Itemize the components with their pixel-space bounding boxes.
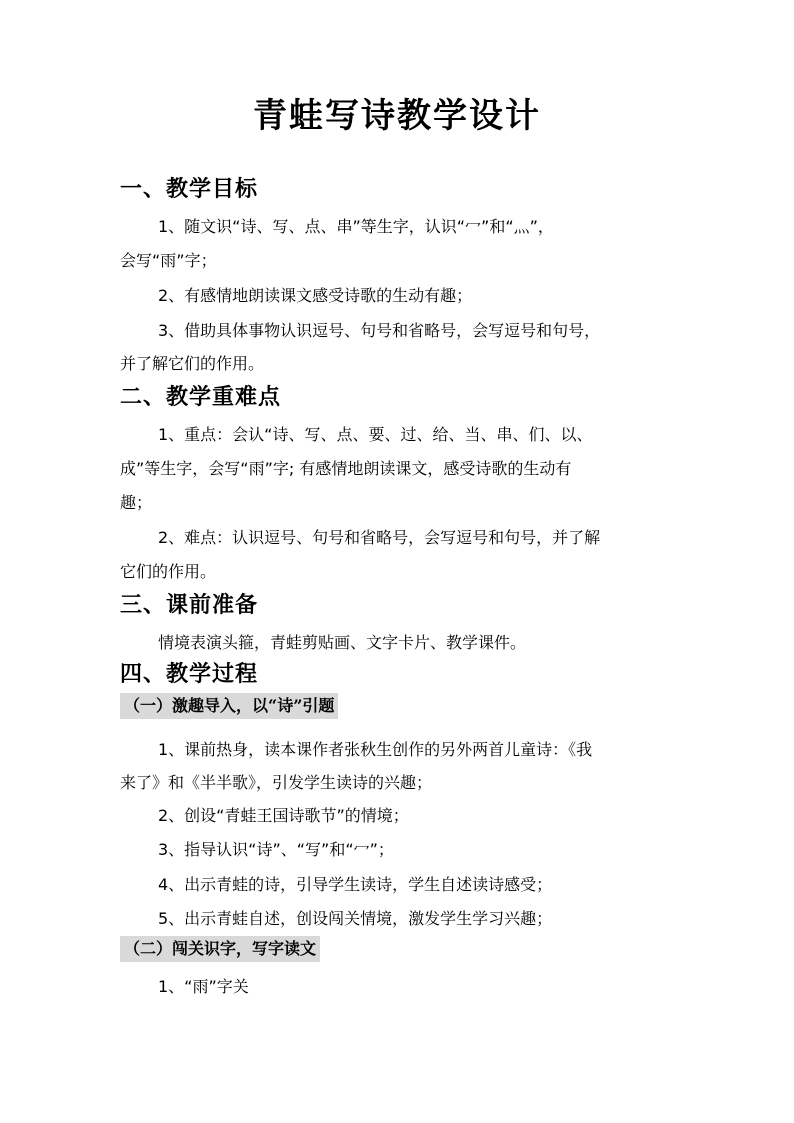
- paragraph-line: 来了》和《半半歌》，引发学生读诗的兴趣；: [120, 773, 433, 792]
- paragraph-line: 它们的作用。: [120, 562, 217, 581]
- paragraph-line: 1、“雨”字关: [158, 977, 249, 996]
- subheading-shaded: （一）激趣导入，以“诗”引题: [120, 693, 338, 719]
- paragraph-line: 3、借助具体事物认识逗号、句号和省略号，会写逗号和句号，: [158, 321, 601, 340]
- paragraph-line: 1、课前热身，读本课作者张秋生创作的另外两首儿童诗：《我: [158, 740, 593, 759]
- paragraph-line: 成”等生字，会写“雨”字; 有感情地朗读课文，感受诗歌的生动有: [120, 459, 572, 478]
- paragraph-line: 会写“雨”字；: [120, 251, 217, 270]
- paragraph-line: 5、出示青蛙自述，创设闯关情境，激发学生学习兴趣；: [158, 909, 553, 928]
- section-heading-objectives: 一、教学目标: [120, 177, 259, 202]
- paragraph-line: 4、出示青蛙的诗，引导学生读诗，学生自述读诗感受；: [158, 875, 553, 894]
- paragraph-line: 1、随文识“诗、写、点、串”等生字，认识“冖”和“灬”，: [158, 217, 554, 236]
- paragraph-line: 趣；: [120, 493, 153, 512]
- subheading-shaded: （二）闯关识字，写字读文: [120, 936, 320, 962]
- paragraph-line: 1、重点：会认“诗、写、点、要、过、给、当、串、们、以、: [158, 425, 593, 444]
- paragraph-line: 2、创设“青蛙王国诗歌节”的情境；: [158, 806, 409, 825]
- paragraph-line: 情境表演头箍，青蛙剪贴画、文字卡片、教学课件。: [158, 633, 527, 652]
- section-heading-key-points: 二、教学重难点: [120, 385, 282, 410]
- section-heading-preparation: 三、课前准备: [120, 593, 259, 618]
- paragraph-line: 2、有感情地朗读课文感受诗歌的生动有趣；: [158, 286, 473, 305]
- paragraph-line: 2、难点：认识逗号、句号和省略号，会写逗号和句号，并了解: [158, 528, 601, 547]
- document-title: 青蛙写诗教学设计: [253, 96, 541, 136]
- section-heading-process: 四、教学过程: [120, 662, 259, 687]
- paragraph-line: 并了解它们的作用。: [120, 354, 265, 373]
- paragraph-line: 3、指导认识“诗”、“写”和“冖”；: [158, 840, 394, 859]
